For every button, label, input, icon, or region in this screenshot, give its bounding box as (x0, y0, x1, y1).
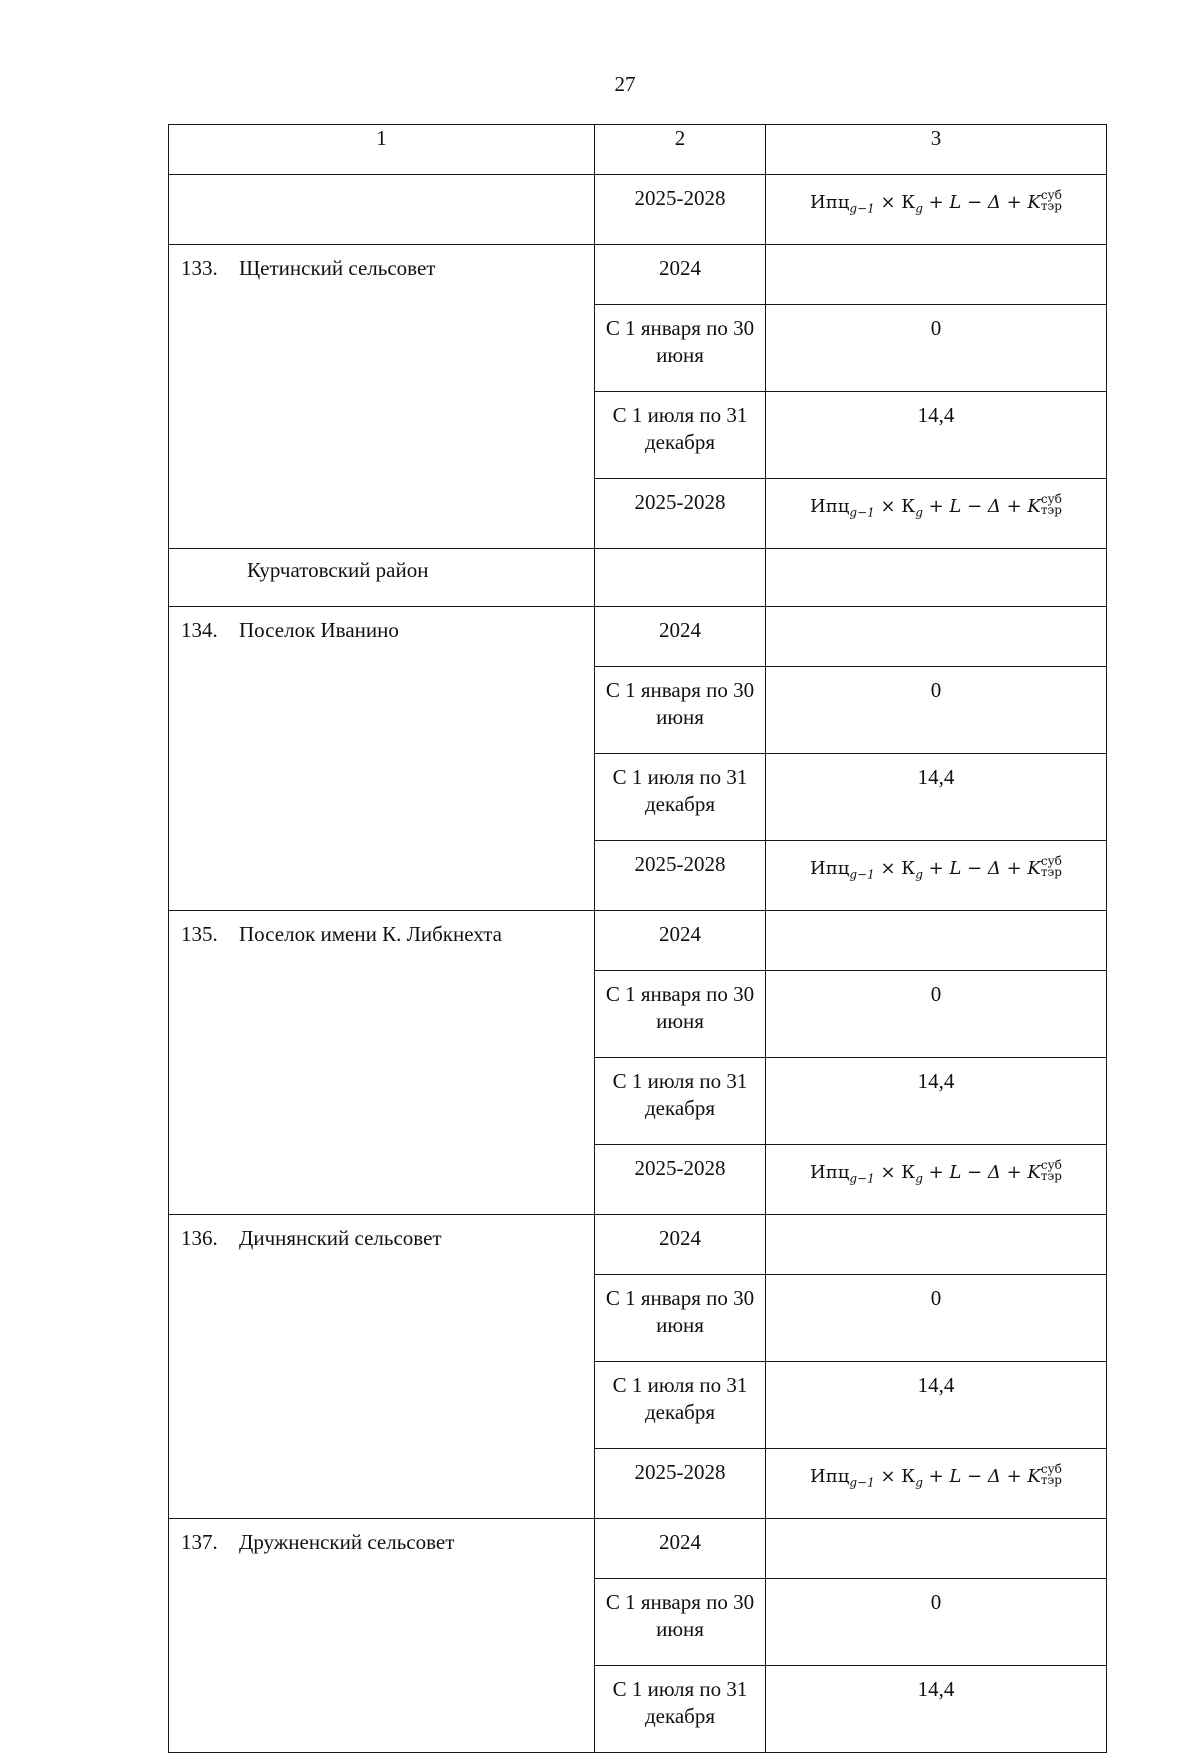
period-cell: 2024 (595, 245, 766, 305)
period-cell: С 1 января по 30 июня (595, 305, 766, 392)
value-cell: 14,4 (766, 754, 1107, 841)
formula-subscript: тэр (1040, 1473, 1062, 1487)
formula-supsub (1041, 190, 1062, 212)
tariff-formula (810, 1459, 1062, 1497)
formula-base-subscript: g−1 (849, 505, 875, 520)
value-cell (766, 245, 1107, 305)
formula-base: Ипц (810, 1162, 850, 1183)
period-cell: С 1 января по 30 июня (595, 971, 766, 1058)
settlement-cell (169, 607, 595, 911)
table-row (169, 1519, 1107, 1579)
value-cell (766, 1519, 1107, 1579)
formula-cell (766, 175, 1107, 245)
period-cell: С 1 июля по 31 декабря (595, 392, 766, 479)
table-row (169, 911, 1107, 971)
formula-times: × (880, 1466, 896, 1487)
formula-cell (766, 841, 1107, 911)
period-cell: 2024 (595, 1215, 766, 1275)
formula-times: × (880, 858, 896, 879)
value-cell (766, 607, 1107, 667)
row-number: 136. (181, 1226, 218, 1250)
settlement-name: Щетинский сельсовет (239, 256, 436, 280)
period-cell: 2025-2028 (595, 479, 766, 549)
settlement-cell (169, 1215, 595, 1519)
formula-superscript: суб (1040, 492, 1062, 506)
tariff-formula (810, 185, 1062, 223)
settlement-cell (169, 175, 595, 245)
period-cell: 2024 (595, 911, 766, 971)
formula-k-subscript: g (915, 505, 923, 520)
value-cell (766, 549, 1107, 607)
formula-k: К (901, 192, 916, 213)
column-header: 1 (169, 125, 595, 175)
formula-tail: + L − Δ + K (928, 496, 1041, 517)
value-cell: 0 (766, 1579, 1107, 1666)
value-cell: 14,4 (766, 1058, 1107, 1145)
tariff-table (168, 124, 1107, 1753)
formula-base-subscript: g−1 (849, 867, 875, 882)
value-cell: 14,4 (766, 1666, 1107, 1753)
table-row (169, 1215, 1107, 1275)
formula-base: Ипц (810, 858, 850, 879)
formula-superscript: суб (1040, 188, 1062, 202)
period-cell: 2025-2028 (595, 175, 766, 245)
formula-k: К (901, 496, 916, 517)
formula-times: × (880, 496, 896, 517)
formula-k-subscript: g (915, 1171, 923, 1186)
formula-supsub (1041, 856, 1062, 878)
formula-times: × (880, 1162, 896, 1183)
formula-tail: + L − Δ + K (928, 192, 1041, 213)
formula-supsub (1041, 1160, 1062, 1182)
row-number: 137. (181, 1530, 218, 1554)
value-cell: 0 (766, 1275, 1107, 1362)
formula-k: К (901, 1162, 916, 1183)
value-cell: 14,4 (766, 1362, 1107, 1449)
tariff-formula (810, 1155, 1062, 1193)
formula-subscript: тэр (1040, 503, 1062, 517)
formula-base: Ипц (810, 496, 850, 517)
formula-subscript: тэр (1040, 199, 1062, 213)
period-cell: 2025-2028 (595, 1145, 766, 1215)
page-number: 27 (614, 72, 636, 96)
formula-tail: + L − Δ + K (928, 1466, 1041, 1487)
value-cell: 0 (766, 305, 1107, 392)
row-number: 134. (181, 618, 218, 642)
formula-k: К (901, 1466, 916, 1487)
formula-k-subscript: g (915, 867, 923, 882)
table-row (169, 175, 1107, 245)
formula-subscript: тэр (1040, 1169, 1062, 1183)
formula-base: Ипц (810, 1466, 850, 1487)
formula-cell (766, 1449, 1107, 1519)
settlement-cell (169, 245, 595, 549)
period-cell: С 1 июля по 31 декабря (595, 754, 766, 841)
formula-k-subscript: g (915, 201, 923, 216)
settlement-name: Дичнянский сельсовет (239, 1226, 442, 1250)
formula-subscript: тэр (1040, 865, 1062, 879)
column-header: 3 (766, 125, 1107, 175)
district-name: Курчатовский район (169, 549, 595, 607)
settlement-cell (169, 911, 595, 1215)
period-cell: С 1 июля по 31 декабря (595, 1666, 766, 1753)
settlement-name: Поселок имени К. Либкнехта (239, 922, 502, 946)
period-cell: 2024 (595, 1519, 766, 1579)
formula-base: Ипц (810, 192, 850, 213)
formula-base-subscript: g−1 (849, 1171, 875, 1186)
formula-base-subscript: g−1 (849, 1475, 875, 1490)
formula-tail: + L − Δ + K (928, 858, 1041, 879)
formula-times: × (880, 192, 896, 213)
period-cell: С 1 января по 30 июня (595, 667, 766, 754)
formula-supsub (1041, 494, 1062, 516)
period-cell: С 1 января по 30 июня (595, 1275, 766, 1362)
column-header: 2 (595, 125, 766, 175)
tariff-formula (810, 489, 1062, 527)
table-header-row (169, 125, 1107, 175)
period-cell (595, 549, 766, 607)
period-cell: С 1 января по 30 июня (595, 1579, 766, 1666)
value-cell: 0 (766, 971, 1107, 1058)
formula-cell (766, 1145, 1107, 1215)
period-cell: 2025-2028 (595, 1449, 766, 1519)
formula-superscript: суб (1040, 1462, 1062, 1476)
formula-supsub (1041, 1464, 1062, 1486)
period-cell: С 1 июля по 31 декабря (595, 1058, 766, 1145)
value-cell (766, 911, 1107, 971)
settlement-name: Дружненский сельсовет (239, 1530, 455, 1554)
value-cell (766, 1215, 1107, 1275)
formula-k: К (901, 858, 916, 879)
district-row (169, 549, 1107, 607)
formula-k-subscript: g (915, 1475, 923, 1490)
formula-superscript: суб (1040, 1158, 1062, 1172)
tariff-formula (810, 851, 1062, 889)
value-cell: 14,4 (766, 392, 1107, 479)
formula-cell (766, 479, 1107, 549)
period-cell: 2024 (595, 607, 766, 667)
settlement-cell (169, 1519, 595, 1753)
table-row (169, 607, 1107, 667)
value-cell: 0 (766, 667, 1107, 754)
settlement-name: Поселок Иванино (239, 618, 399, 642)
formula-tail: + L − Δ + K (928, 1162, 1041, 1183)
row-number: 135. (181, 922, 218, 946)
period-cell: 2025-2028 (595, 841, 766, 911)
formula-superscript: суб (1040, 854, 1062, 868)
period-cell: С 1 июля по 31 декабря (595, 1362, 766, 1449)
table-row (169, 245, 1107, 305)
row-number: 133. (181, 256, 218, 280)
formula-base-subscript: g−1 (849, 201, 875, 216)
